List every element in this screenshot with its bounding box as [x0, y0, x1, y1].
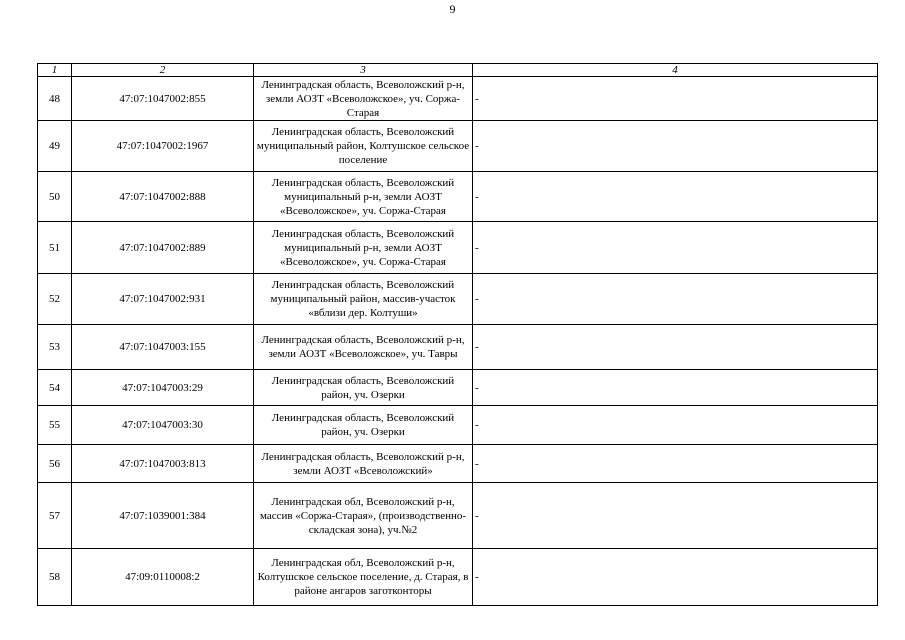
table-body: [38, 64, 878, 606]
cadastral-number-cell: 47:07:1047003:30: [72, 406, 254, 445]
table-row: [38, 325, 878, 370]
page-number: 9: [449, 2, 456, 16]
row-number-cell: 50: [38, 172, 72, 222]
address-cell: Ленинградская область, Всеволожский муниципальный р-н, земли АОЗТ «Всеволожское», уч. Соржа-Старая: [254, 172, 473, 222]
note-cell: -: [473, 172, 878, 222]
cadastral-number-cell: 47:07:1047003:813: [72, 445, 254, 483]
note-cell: -: [473, 406, 878, 445]
table-row: [38, 222, 878, 274]
row-number-cell: 56: [38, 445, 72, 483]
note-cell: -: [473, 121, 878, 172]
address-cell: Ленинградская область, Всеволожский р-н, земли АОЗТ «Всеволожское», уч. Соржа-Старая: [254, 77, 473, 121]
table-row: [38, 483, 878, 549]
row-number-cell: 51: [38, 222, 72, 274]
table-row: [38, 445, 878, 483]
cadastral-number-cell: 47:07:1047002:889: [72, 222, 254, 274]
address-cell: Ленинградская обл, Всеволожский р-н, массив «Соржа-Старая», (производственно-складская зона), уч.№2: [254, 483, 473, 549]
cadastral-number-cell: 47:07:1047003:155: [72, 325, 254, 370]
table-row: [38, 406, 878, 445]
table-row: [38, 370, 878, 406]
row-number-cell: 53: [38, 325, 72, 370]
address-cell: Ленинградская область, Всеволожский район, уч. Озерки: [254, 370, 473, 406]
table-row: [38, 172, 878, 222]
row-number-cell: 57: [38, 483, 72, 549]
address-cell: Ленинградская область, Всеволожский муниципальный район, Колтушское сельское поселение: [254, 121, 473, 172]
column-number-3: 3: [254, 64, 473, 77]
note-cell: -: [473, 222, 878, 274]
row-number-cell: 58: [38, 549, 72, 606]
table-row: [38, 549, 878, 606]
cadastral-number-cell: 47:07:1047002:931: [72, 274, 254, 325]
table-row: [38, 274, 878, 325]
address-cell: Ленинградская область, Всеволожский р-н, земли АОЗТ «Всеволожский»: [254, 445, 473, 483]
column-number-2: 2: [72, 64, 254, 77]
row-number-cell: 49: [38, 121, 72, 172]
note-cell: -: [473, 483, 878, 549]
row-number-cell: 52: [38, 274, 72, 325]
cadastral-number-cell: 47:07:1039001:384: [72, 483, 254, 549]
note-cell: -: [473, 77, 878, 121]
address-cell: Ленинградская область, Всеволожский муниципальный р-н, земли АОЗТ «Всеволожское», уч. Соржа-Старая: [254, 222, 473, 274]
note-cell: -: [473, 549, 878, 606]
column-number-4: 4: [473, 64, 878, 77]
address-cell: Ленинградская обл, Всеволожский р-н, Колтушское сельское поселение, д. Старая, в районе ангаров заготконторы: [254, 549, 473, 606]
table-row: [38, 121, 878, 172]
note-cell: -: [473, 445, 878, 483]
column-number-1: 1: [38, 64, 72, 77]
land-plots-table: [37, 63, 878, 606]
row-number-cell: 55: [38, 406, 72, 445]
column-number-row: [38, 64, 878, 77]
cadastral-number-cell: 47:07:1047002:1967: [72, 121, 254, 172]
note-cell: -: [473, 325, 878, 370]
address-cell: Ленинградская область, Всеволожский р-н, земли АОЗТ «Всеволожское», уч. Тавры: [254, 325, 473, 370]
cadastral-number-cell: 47:09:0110008:2: [72, 549, 254, 606]
note-cell: -: [473, 274, 878, 325]
address-cell: Ленинградская область, Всеволожский район, уч. Озерки: [254, 406, 473, 445]
note-cell: -: [473, 370, 878, 406]
address-cell: Ленинградская область, Всеволожский муниципальный район, массив-участок «вблизи дер. Колтуши»: [254, 274, 473, 325]
cadastral-number-cell: 47:07:1047002:855: [72, 77, 254, 121]
cadastral-number-cell: 47:07:1047002:888: [72, 172, 254, 222]
row-number-cell: 48: [38, 77, 72, 121]
row-number-cell: 54: [38, 370, 72, 406]
table-row: [38, 77, 878, 121]
cadastral-number-cell: 47:07:1047003:29: [72, 370, 254, 406]
